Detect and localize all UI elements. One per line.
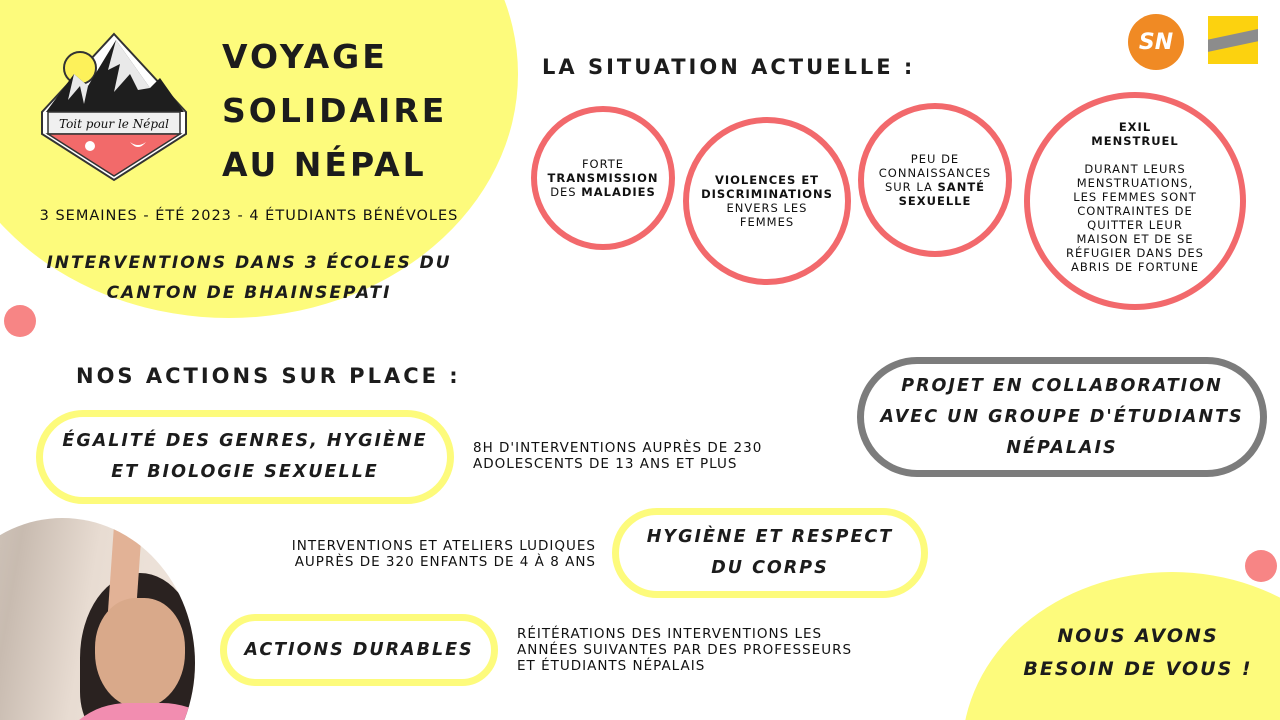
schools-info	[0, 248, 498, 308]
action-desc-hygiene	[230, 538, 596, 570]
coral-dot-right	[1245, 550, 1277, 582]
circle-text: DURANT LEURS	[1084, 162, 1186, 176]
circle-text: ENVERS LES	[726, 201, 808, 215]
circle-text: MAISON ET DE SE	[1076, 232, 1194, 246]
situation-circle-violences	[683, 117, 851, 285]
pill-text: AVEC UN GROUPE D'ÉTUDIANTS	[880, 406, 1244, 427]
circle-text: FORTE	[581, 157, 625, 171]
pill-text: HYGIÈNE ET RESPECT	[646, 527, 894, 547]
circle-text: SUR LA SANTÉ	[884, 180, 986, 194]
circle-text: PEU DE	[910, 152, 960, 166]
circle-text: CONNAISSANCES	[878, 166, 992, 180]
cta-line: BESOIN DE VOUS !	[1023, 658, 1253, 680]
circle-text: ABRIS DE FORTUNE	[1070, 260, 1199, 274]
cta-line: NOUS AVONS	[1057, 625, 1219, 647]
svg-text:Toit pour le Népal: Toit pour le Népal	[59, 117, 169, 131]
title-line: VOYAGE	[222, 37, 388, 76]
action-pill-durables	[220, 614, 498, 686]
title-line: AU NÉPAL	[222, 145, 427, 184]
action-pill-egalite	[36, 410, 454, 504]
desc-line: AUPRÈS DE 320 ENFANTS DE 4 À 8 ANS	[294, 554, 596, 570]
circle-heading: EXIL	[1118, 120, 1152, 134]
pill-text: PROJET EN COLLABORATION	[901, 375, 1223, 396]
main-title	[222, 30, 447, 192]
desc-line: ET ÉTUDIANTS NÉPALAIS	[517, 658, 706, 674]
pill-text: NÉPALAIS	[1006, 437, 1118, 458]
circle-text: DISCRIMINATIONS	[701, 187, 833, 201]
circle-text: TRANSMISSION	[547, 171, 659, 185]
circle-text: DES MALADIES	[550, 185, 656, 199]
schools-line: CANTON DE BHAINSEPATI	[106, 283, 392, 303]
circle-text: LES FEMMES SONT	[1073, 190, 1197, 204]
schools-line: INTERVENTIONS DANS 3 ÉCOLES DU	[46, 253, 452, 273]
sn-partner-logo-icon	[1128, 14, 1184, 70]
circle-text: CONTRAINTES DE	[1077, 204, 1193, 218]
pill-text: ET BIOLOGIE SEXUELLE	[111, 462, 379, 482]
situation-circle-sante	[858, 103, 1012, 257]
action-desc-egalite	[473, 440, 762, 472]
circle-text: QUITTER LEUR	[1087, 218, 1183, 232]
action-desc-durables	[517, 626, 852, 674]
situation-title: LA SITUATION ACTUELLE :	[542, 55, 916, 79]
girl-raising-hand-photo	[0, 518, 195, 720]
sn-logo-text: SN	[1138, 29, 1174, 55]
coral-dot-left	[4, 305, 36, 337]
title-line: SOLIDAIRE	[222, 91, 448, 130]
desc-line: RÉITÉRATIONS DES INTERVENTIONS LES	[517, 626, 823, 642]
action-pill-hygiene	[612, 508, 928, 598]
toit-pour-le-nepal-logo-icon	[38, 30, 190, 182]
circle-text: RÉFUGIER DANS DES	[1065, 246, 1204, 260]
circle-heading: MENSTRUEL	[1091, 134, 1179, 148]
desc-line: ANNÉES SUIVANTES PAR DES PROFESSEURS	[517, 642, 853, 658]
desc-line: ADOLESCENTS DE 13 ANS ET PLUS	[473, 456, 738, 472]
pill-text: ÉGALITÉ DES GENRES, HYGIÈNE	[62, 431, 428, 451]
pill-text: DU CORPS	[711, 558, 829, 578]
pill-text: ACTIONS DURABLES	[244, 639, 474, 660]
desc-line: 8H D'INTERVENTIONS AUPRÈS DE 230	[473, 440, 763, 456]
trip-info: 3 SEMAINES - ÉTÉ 2023 - 4 ÉTUDIANTS BÉNÉVOLES	[39, 208, 459, 224]
yellow-partner-logo-icon	[1208, 16, 1258, 64]
situation-circle-exil	[1024, 92, 1246, 310]
situation-circle-maladies	[531, 106, 675, 250]
circle-text: MENSTRUATIONS,	[1076, 176, 1194, 190]
collaboration-pill	[857, 357, 1267, 477]
circle-text: SEXUELLE	[898, 194, 972, 208]
desc-line: INTERVENTIONS ET ATELIERS LUDIQUES	[291, 538, 596, 554]
circle-text: VIOLENCES ET	[714, 173, 820, 187]
call-to-action	[1010, 620, 1266, 686]
actions-title: NOS ACTIONS SUR PLACE :	[76, 364, 461, 388]
circle-text: FEMMES	[739, 215, 795, 229]
